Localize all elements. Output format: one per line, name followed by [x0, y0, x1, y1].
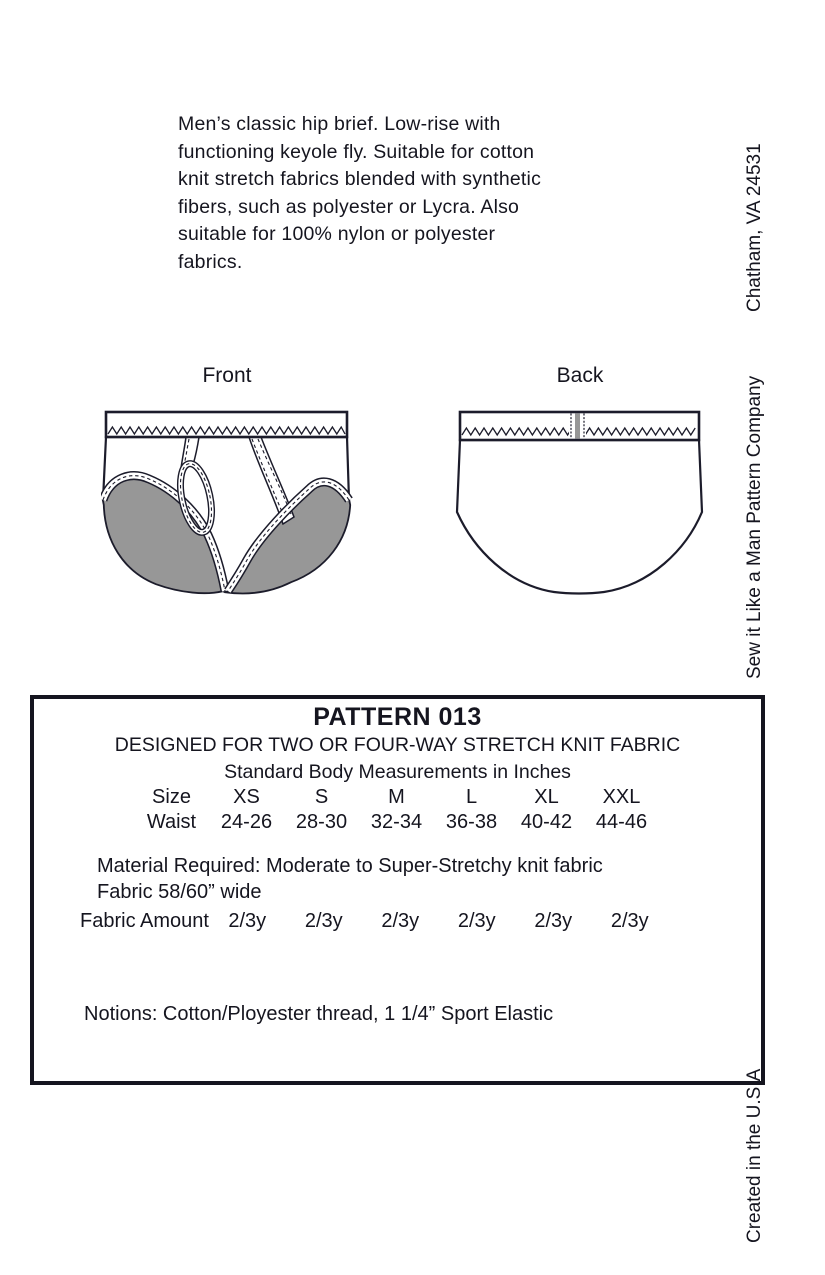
measurements-heading: Standard Body Measurements in Inches — [224, 761, 571, 783]
front-view-label: Front — [202, 364, 252, 387]
material-required-line: Material Required: Moderate to Super-Stretchy knit fabric — [97, 855, 603, 877]
fabric-amount-value: 2/3y — [534, 910, 573, 932]
description-line: fibers, such as polyester or Lycra. Also — [178, 195, 520, 218]
waist-row — [134, 811, 659, 834]
back-center-tag — [569, 414, 586, 439]
size-row-label: Size — [152, 786, 191, 808]
fabric-amount-value: 2/3y — [457, 910, 496, 932]
fabric-width-line: Fabric 58/60” wide — [97, 881, 262, 903]
size-value: L — [465, 786, 478, 808]
back-view-label: Back — [556, 364, 604, 387]
description-paragraph — [178, 111, 541, 276]
size-row — [134, 786, 659, 809]
waist-value: 36-38 — [445, 811, 498, 833]
publisher-address-vertical-text: Chatham, VA 24531 — [744, 143, 765, 312]
brief-front-drawing — [101, 405, 353, 600]
waist-value: 44-46 — [595, 811, 648, 833]
pattern-number-title: PATTERN 013 — [313, 703, 482, 731]
company-name-vertical-text: Sew it Like a Man Pattern Company — [744, 375, 765, 679]
fabric-amount-label: Fabric Amount — [80, 910, 209, 932]
pattern-info-box — [30, 695, 765, 1085]
size-value: XS — [233, 786, 260, 808]
waist-value: 28-30 — [295, 811, 348, 833]
description-line: knit stretch fabrics blended with synthetic — [178, 168, 542, 190]
notions-line: Notions: Cotton/Ployester thread, 1 1/4” Sport Elastic — [84, 1003, 554, 1025]
description-line: suitable for 100% nylon or polyester — [178, 223, 496, 245]
description-line: functioning keyole fly. Suitable for cotton — [178, 140, 535, 163]
fabric-amount-value: 2/3y — [381, 910, 420, 932]
pattern-subtitle: DESIGNED FOR TWO OR FOUR-WAY STRETCH KNIT FABRIC — [114, 734, 681, 756]
front-right-leg-shading — [225, 482, 350, 593]
brief-back-drawing — [454, 405, 706, 600]
size-value: S — [314, 786, 329, 808]
size-value: XL — [534, 786, 559, 808]
size-value: XXL — [602, 786, 641, 808]
waist-value: 32-34 — [370, 811, 423, 833]
size-value: M — [388, 786, 405, 808]
waist-value: 24-26 — [220, 811, 273, 833]
fabric-amount-value: 2/3y — [304, 910, 343, 932]
waist-value: 40-42 — [520, 811, 573, 833]
waist-row-label: Waist — [146, 811, 197, 833]
fabric-amount-row — [80, 910, 668, 933]
description-line: Men’s classic hip brief. Low-rise with — [178, 113, 501, 135]
fabric-amount-value: 2/3y — [228, 910, 267, 932]
description-line: fabrics. — [178, 250, 243, 273]
fabric-amount-value: 2/3y — [610, 910, 649, 932]
back-body-outline — [457, 440, 702, 594]
made-in-vertical-text: Created in the U.S.A — [744, 1068, 765, 1243]
